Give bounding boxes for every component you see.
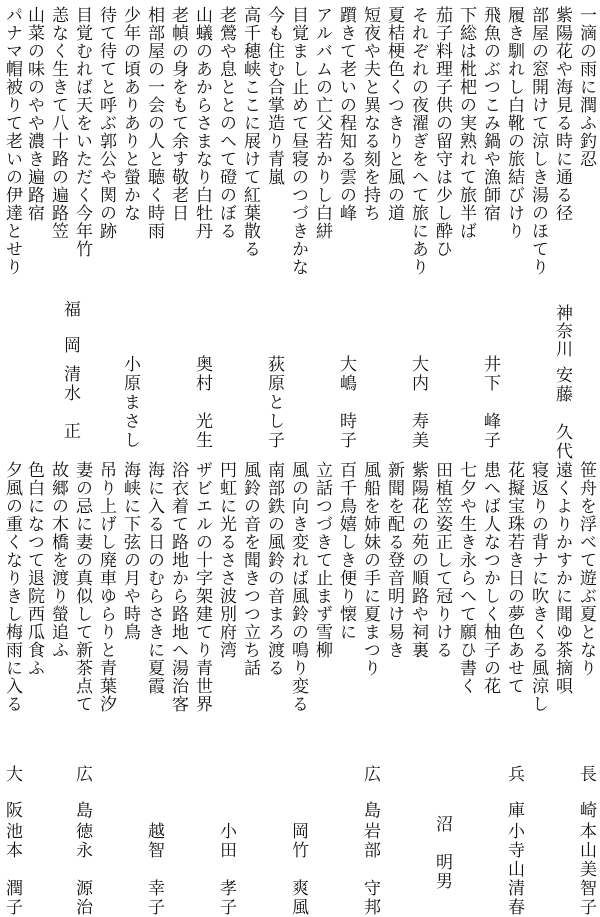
poem-line: 浴衣着て路地から路地へ湯治客 <box>168 461 188 713</box>
poem-line: 風鈴の音を聞きつつ立ち話 <box>240 461 260 677</box>
poem-line: 相部屋の一会の人と聴く時雨 <box>144 6 164 240</box>
poem-line: 田植笠姿正して冠りける <box>432 461 452 659</box>
poem-line: 目覚まし止めて昼寝のつづきかな <box>288 6 308 276</box>
author-name: 池本 潤子 <box>2 822 22 917</box>
poem-line: 海峡に下弦の月や時鳥 <box>120 461 140 641</box>
poem-line: 躓きて老いの程知る雲の峰 <box>336 6 356 222</box>
poem-line: 待て待てと呼ぶ郭公や関の跡 <box>96 6 116 240</box>
poem-line: 南部鉄の風鈴の音まろ渡る <box>264 461 284 677</box>
poem-line: 七夕や生き永らへて願ひ書く <box>456 461 476 695</box>
poem-line: 高千穂峡ここに展けて紅葉散る <box>240 6 260 258</box>
poem-line: 今も住む合掌造り青嵐 <box>264 6 284 186</box>
poem-line: 笹舟を浮べて遊ぶ夏となり <box>576 461 596 677</box>
author-name: 清水 正 <box>60 365 80 441</box>
poem-line: 風の向き変れば風鈴の鳴り変る <box>288 461 308 713</box>
author-name: 岩部 守邦 <box>360 822 380 917</box>
poem-line: ザビエルの十字架建てり青世界 <box>192 461 212 713</box>
author-name: 小寺山清春 <box>504 822 524 917</box>
author-name: 井下 峰子 <box>480 355 500 450</box>
author-name: 本山美智子 <box>576 822 596 917</box>
poem-line: 履き馴れし白靴の旅結びけり <box>504 6 524 240</box>
author-name: 徳永 源治 <box>72 822 92 917</box>
poem-line: 茄子料理子供の留守は少し酔ひ <box>432 6 452 258</box>
author-prefecture: 神奈川 <box>552 304 572 358</box>
poem-line: 部屋の窓開けて涼しき湯のほてり <box>528 6 548 276</box>
poem-line: 色白になつて退院西瓜食ふ <box>24 461 44 677</box>
poem-line: 新聞を配る登音明け易き <box>384 461 404 659</box>
author-prefecture: 大 阪 <box>2 765 22 819</box>
poem-line: 吊り上げし廃車ゆらりと青葉汐 <box>96 461 116 713</box>
author-prefecture: 福 岡 <box>60 300 80 354</box>
author-prefecture: 兵 庫 <box>504 765 524 819</box>
poem-line: 夕風の重くなりきし梅雨に入る <box>2 461 22 713</box>
author-name: 大嶋 時子 <box>336 355 356 450</box>
poem-line: 老鶯や息ととのへて磴のぼる <box>216 6 236 240</box>
poem-line: 花擬宝珠若き日の夢色あせて <box>504 461 524 695</box>
poem-line: 円虹に光るささ波別府湾 <box>216 461 236 659</box>
author-prefecture: 広 島 <box>360 765 380 819</box>
author-name: 荻原とし子 <box>264 355 284 450</box>
poem-line: 寝返りの背ナに吹きくる風涼し <box>528 461 548 713</box>
author-name: 沼 明男 <box>432 815 452 891</box>
author-prefecture: 広 島 <box>72 765 92 819</box>
poem-line: 妻の忌に妻の真似して新茶点て <box>72 461 92 713</box>
poem-line: パナマ帽被りて老いの伊達とせり <box>2 6 22 276</box>
author-name: 大内 寿美 <box>408 355 428 450</box>
author-name: 岡竹 爽風 <box>288 822 308 917</box>
poem-line: 故郷の木橋を渡り螢追ふ <box>48 461 68 659</box>
poem-line: 紫陽花や海見る時に通る径 <box>552 6 572 222</box>
poem-line: 目覚むれば天をいただく今年竹 <box>72 6 92 258</box>
poem-line: 下総は枇杷の実熟れて旅半ば <box>456 6 476 240</box>
poem-line: 山菜の味のやや濃き遍路宿 <box>24 6 44 222</box>
poem-line: 立話つづきて止まず雪柳 <box>312 461 332 659</box>
poem-line: 海に入る日のむらさきに夏霞 <box>144 461 164 695</box>
poem-line: 恙なく生きて八十路の遍路笠 <box>48 6 68 240</box>
poem-line: アルバムの亡父若かりし白絣 <box>312 6 332 240</box>
poem-line: 夏桔梗色くつきりと風の道 <box>384 6 404 222</box>
author-prefecture: 長 崎 <box>576 765 596 819</box>
poem-line: 少年の頃ありありと螢かな <box>120 6 140 222</box>
author-name: 越智 幸子 <box>144 822 164 917</box>
poem-line: 紫陽花の苑の順路や祠裏 <box>408 461 428 659</box>
poem-line: 山蟻のあからさまなり白牡丹 <box>192 6 212 240</box>
poem-line: 百千鳥嬉しき便り懐に <box>336 461 356 641</box>
poem-line: それぞれの夜濯ぎをへて旅にあり <box>408 6 428 276</box>
poem-line: 遠くよりかすかに聞ゆ茶摘唄 <box>552 461 572 695</box>
poem-line: 老幀の身をもて余す敬老日 <box>168 6 188 222</box>
author-name: 小原まさし <box>120 355 140 450</box>
poem-line: 飛魚のぶつこみ鍋や漁師宿 <box>480 6 500 222</box>
poem-line: 短夜や夫と異なる刻を持ち <box>360 6 380 222</box>
author-name: 小田 孝子 <box>216 822 236 917</box>
poem-line: 患へば人なつかしく柚子の花 <box>480 461 500 695</box>
poem-line: 一滴の雨に潤ふ釣忍 <box>576 6 596 168</box>
poem-line: 風船を姉妹の手に夏まつり <box>360 461 380 677</box>
author-name: 安藤 久代 <box>552 366 572 461</box>
author-name: 奥村 光生 <box>192 355 212 450</box>
